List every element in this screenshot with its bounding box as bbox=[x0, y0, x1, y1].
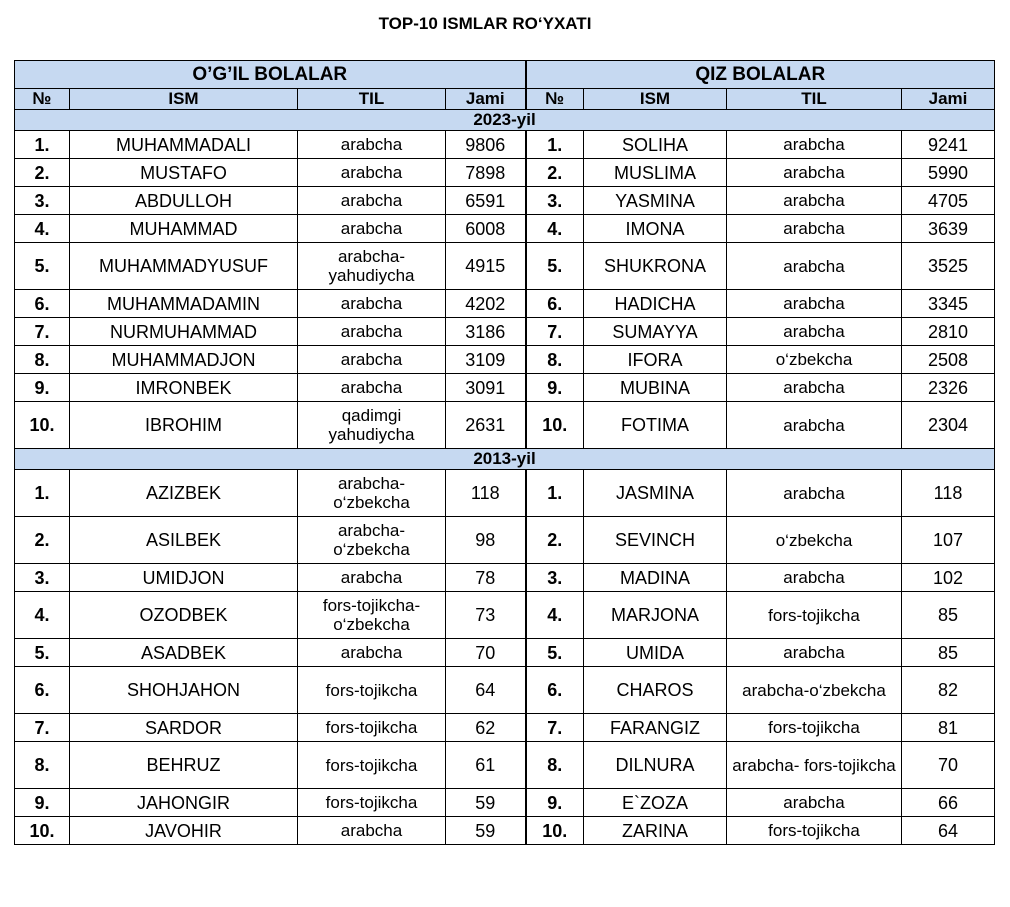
col-num-girls: № bbox=[526, 89, 584, 110]
girl-language-cell: arabcha bbox=[727, 789, 902, 817]
rank-cell: 3. bbox=[526, 564, 584, 592]
girl-total-cell: 85 bbox=[902, 592, 995, 639]
girl-language-cell: fors-tojikcha bbox=[727, 817, 902, 845]
girl-name-cell: SEVINCH bbox=[584, 517, 727, 564]
table-row bbox=[15, 517, 995, 564]
table-row bbox=[15, 470, 995, 517]
rank-cell: 10. bbox=[526, 817, 584, 845]
girl-language-cell: o‘zbekcha bbox=[727, 517, 902, 564]
col-lang-girls: TIL bbox=[727, 89, 902, 110]
boy-language-cell: arabcha bbox=[298, 131, 446, 159]
girl-language-cell: arabcha bbox=[727, 243, 902, 290]
table-row bbox=[15, 346, 995, 374]
boy-total-cell: 98 bbox=[446, 517, 526, 564]
girl-name-cell: SUMAYYA bbox=[584, 318, 727, 346]
girl-total-cell: 3345 bbox=[902, 290, 995, 318]
boy-total-cell: 4202 bbox=[446, 290, 526, 318]
rank-cell: 2. bbox=[15, 517, 70, 564]
boy-language-cell: fors-tojikcha-o‘zbekcha bbox=[298, 592, 446, 639]
girl-total-cell: 5990 bbox=[902, 159, 995, 187]
rank-cell: 3. bbox=[526, 187, 584, 215]
boy-language-cell: arabcha bbox=[298, 159, 446, 187]
boy-name-cell: SHOHJAHON bbox=[70, 667, 298, 714]
boy-name-cell: MUHAMMADYUSUF bbox=[70, 243, 298, 290]
boy-total-cell: 6591 bbox=[446, 187, 526, 215]
rank-cell: 8. bbox=[526, 742, 584, 789]
boy-language-cell: arabcha bbox=[298, 817, 446, 845]
table-row bbox=[15, 714, 995, 742]
rank-cell: 4. bbox=[526, 592, 584, 639]
girl-total-cell: 82 bbox=[902, 667, 995, 714]
rank-cell: 10. bbox=[526, 402, 584, 449]
rank-cell: 1. bbox=[15, 470, 70, 517]
girl-total-cell: 64 bbox=[902, 817, 995, 845]
girl-total-cell: 85 bbox=[902, 639, 995, 667]
table-row bbox=[15, 817, 995, 845]
rank-cell: 3. bbox=[15, 564, 70, 592]
boy-language-cell: arabcha bbox=[298, 215, 446, 243]
boy-total-cell: 59 bbox=[446, 789, 526, 817]
table-row bbox=[15, 131, 995, 159]
girl-name-cell: MADINA bbox=[584, 564, 727, 592]
boy-name-cell: ABDULLOH bbox=[70, 187, 298, 215]
boy-language-cell: arabcha bbox=[298, 290, 446, 318]
table-row bbox=[15, 374, 995, 402]
boy-total-cell: 59 bbox=[446, 817, 526, 845]
girl-name-cell: JASMINA bbox=[584, 470, 727, 517]
table-row bbox=[15, 667, 995, 714]
boy-name-cell: SARDOR bbox=[70, 714, 298, 742]
rank-cell: 9. bbox=[15, 789, 70, 817]
girl-name-cell: UMIDA bbox=[584, 639, 727, 667]
boy-name-cell: MUHAMMADAMIN bbox=[70, 290, 298, 318]
boy-name-cell: MUHAMMADALI bbox=[70, 131, 298, 159]
boy-language-cell: arabcha-yahudiycha bbox=[298, 243, 446, 290]
table-row bbox=[15, 159, 995, 187]
rank-cell: 10. bbox=[15, 817, 70, 845]
rank-cell: 5. bbox=[15, 639, 70, 667]
rank-cell: 8. bbox=[15, 742, 70, 789]
rank-cell: 4. bbox=[15, 215, 70, 243]
girl-total-cell: 66 bbox=[902, 789, 995, 817]
boy-total-cell: 62 bbox=[446, 714, 526, 742]
year-header: 2013-yil bbox=[15, 449, 995, 470]
rank-cell: 3. bbox=[15, 187, 70, 215]
girl-total-cell: 2508 bbox=[902, 346, 995, 374]
girl-total-cell: 3525 bbox=[902, 243, 995, 290]
table-row bbox=[15, 402, 995, 449]
boy-total-cell: 2631 bbox=[446, 402, 526, 449]
boy-name-cell: MUHAMMADJON bbox=[70, 346, 298, 374]
rank-cell: 2. bbox=[526, 517, 584, 564]
girl-total-cell: 4705 bbox=[902, 187, 995, 215]
rank-cell: 9. bbox=[526, 789, 584, 817]
girl-name-cell: MARJONA bbox=[584, 592, 727, 639]
boy-name-cell: JAHONGIR bbox=[70, 789, 298, 817]
table-row bbox=[15, 639, 995, 667]
boy-name-cell: MUSTAFO bbox=[70, 159, 298, 187]
col-name-boys: ISM bbox=[70, 89, 298, 110]
names-table bbox=[14, 60, 995, 845]
rank-cell: 10. bbox=[15, 402, 70, 449]
girl-name-cell: FOTIMA bbox=[584, 402, 727, 449]
year-header: 2023-yil bbox=[15, 110, 995, 131]
girl-name-cell: IFORA bbox=[584, 346, 727, 374]
boy-name-cell: AZIZBEK bbox=[70, 470, 298, 517]
table-row bbox=[15, 215, 995, 243]
boy-total-cell: 118 bbox=[446, 470, 526, 517]
boy-total-cell: 4915 bbox=[446, 243, 526, 290]
girl-total-cell: 81 bbox=[902, 714, 995, 742]
rank-cell: 7. bbox=[526, 714, 584, 742]
boy-language-cell: arabcha bbox=[298, 639, 446, 667]
boy-name-cell: IMRONBEK bbox=[70, 374, 298, 402]
girl-language-cell: arabcha bbox=[727, 639, 902, 667]
rank-cell: 2. bbox=[15, 159, 70, 187]
rank-cell: 7. bbox=[15, 318, 70, 346]
table-row bbox=[15, 243, 995, 290]
girl-total-cell: 70 bbox=[902, 742, 995, 789]
boy-total-cell: 3091 bbox=[446, 374, 526, 402]
rank-cell: 5. bbox=[15, 243, 70, 290]
boy-language-cell: arabcha-o‘zbekcha bbox=[298, 470, 446, 517]
table-row bbox=[15, 290, 995, 318]
rank-cell: 1. bbox=[526, 131, 584, 159]
boy-name-cell: BEHRUZ bbox=[70, 742, 298, 789]
girl-language-cell: arabcha bbox=[727, 402, 902, 449]
boy-language-cell: fors-tojikcha bbox=[298, 789, 446, 817]
girl-name-cell: SOLIHA bbox=[584, 131, 727, 159]
table-row bbox=[15, 564, 995, 592]
rank-cell: 2. bbox=[526, 159, 584, 187]
girl-total-cell: 2304 bbox=[902, 402, 995, 449]
girl-name-cell: HADICHA bbox=[584, 290, 727, 318]
boy-name-cell: ASADBEK bbox=[70, 639, 298, 667]
rank-cell: 6. bbox=[15, 290, 70, 318]
boy-total-cell: 78 bbox=[446, 564, 526, 592]
rank-cell: 6. bbox=[526, 667, 584, 714]
girl-total-cell: 2810 bbox=[902, 318, 995, 346]
girl-language-cell: arabcha bbox=[727, 159, 902, 187]
girl-language-cell: arabcha bbox=[727, 290, 902, 318]
rank-cell: 4. bbox=[526, 215, 584, 243]
girl-total-cell: 9241 bbox=[902, 131, 995, 159]
girl-name-cell: CHAROS bbox=[584, 667, 727, 714]
rank-cell: 9. bbox=[15, 374, 70, 402]
boy-total-cell: 3186 bbox=[446, 318, 526, 346]
boy-language-cell: fors-tojikcha bbox=[298, 714, 446, 742]
girl-language-cell: o‘zbekcha bbox=[727, 346, 902, 374]
rank-cell: 8. bbox=[526, 346, 584, 374]
boy-name-cell: MUHAMMAD bbox=[70, 215, 298, 243]
girl-language-cell: arabcha bbox=[727, 374, 902, 402]
col-name-girls: ISM bbox=[584, 89, 727, 110]
girl-language-cell: arabcha bbox=[727, 131, 902, 159]
girl-name-cell: IMONA bbox=[584, 215, 727, 243]
rank-cell: 6. bbox=[15, 667, 70, 714]
girl-name-cell: MUBINA bbox=[584, 374, 727, 402]
boy-language-cell: fors-tojikcha bbox=[298, 667, 446, 714]
boy-name-cell: JAVOHIR bbox=[70, 817, 298, 845]
boy-total-cell: 70 bbox=[446, 639, 526, 667]
boy-total-cell: 73 bbox=[446, 592, 526, 639]
girls-header: QIZ BOLALAR bbox=[526, 61, 995, 89]
boy-language-cell: fors-tojikcha bbox=[298, 742, 446, 789]
table-row bbox=[15, 187, 995, 215]
boy-name-cell: ASILBEK bbox=[70, 517, 298, 564]
table-row bbox=[15, 742, 995, 789]
girl-language-cell: arabcha bbox=[727, 318, 902, 346]
girl-name-cell: ZARINA bbox=[584, 817, 727, 845]
col-total-girls: Jami bbox=[902, 89, 995, 110]
boy-total-cell: 9806 bbox=[446, 131, 526, 159]
rank-cell: 6. bbox=[526, 290, 584, 318]
boy-name-cell: OZODBEK bbox=[70, 592, 298, 639]
girl-language-cell: arabcha- fors-tojikcha bbox=[727, 742, 902, 789]
girl-name-cell: E`ZOZA bbox=[584, 789, 727, 817]
table-row bbox=[15, 318, 995, 346]
girl-total-cell: 3639 bbox=[902, 215, 995, 243]
girl-language-cell: fors-tojikcha bbox=[727, 714, 902, 742]
boy-name-cell: NURMUHAMMAD bbox=[70, 318, 298, 346]
girl-total-cell: 118 bbox=[902, 470, 995, 517]
boy-language-cell: arabcha-o‘zbekcha bbox=[298, 517, 446, 564]
rank-cell: 1. bbox=[526, 470, 584, 517]
boy-language-cell: arabcha bbox=[298, 318, 446, 346]
girl-language-cell: arabcha bbox=[727, 470, 902, 517]
boy-total-cell: 6008 bbox=[446, 215, 526, 243]
girl-name-cell: FARANGIZ bbox=[584, 714, 727, 742]
page-title: TOP-10 ISMLAR RO‘YXATI bbox=[378, 14, 592, 33]
boy-language-cell: arabcha bbox=[298, 374, 446, 402]
boy-language-cell: arabcha bbox=[298, 346, 446, 374]
rank-cell: 5. bbox=[526, 639, 584, 667]
girl-name-cell: YASMINA bbox=[584, 187, 727, 215]
girl-name-cell: MUSLIMA bbox=[584, 159, 727, 187]
boy-total-cell: 7898 bbox=[446, 159, 526, 187]
boy-language-cell: qadimgi yahudiycha bbox=[298, 402, 446, 449]
boy-total-cell: 61 bbox=[446, 742, 526, 789]
boy-language-cell: arabcha bbox=[298, 187, 446, 215]
col-total-boys: Jami bbox=[446, 89, 526, 110]
rank-cell: 9. bbox=[526, 374, 584, 402]
girl-language-cell: arabcha bbox=[727, 564, 902, 592]
rank-cell: 8. bbox=[15, 346, 70, 374]
boy-language-cell: arabcha bbox=[298, 564, 446, 592]
girl-total-cell: 2326 bbox=[902, 374, 995, 402]
rank-cell: 7. bbox=[526, 318, 584, 346]
girl-language-cell: arabcha-o‘zbekcha bbox=[727, 667, 902, 714]
girl-name-cell: SHUKRONA bbox=[584, 243, 727, 290]
boys-header: O’G’IL BOLALAR bbox=[15, 61, 526, 89]
boy-total-cell: 64 bbox=[446, 667, 526, 714]
boy-total-cell: 3109 bbox=[446, 346, 526, 374]
rank-cell: 4. bbox=[15, 592, 70, 639]
girl-total-cell: 102 bbox=[902, 564, 995, 592]
col-lang-boys: TIL bbox=[298, 89, 446, 110]
girl-language-cell: arabcha bbox=[727, 215, 902, 243]
girl-language-cell: arabcha bbox=[727, 187, 902, 215]
boy-name-cell: IBROHIM bbox=[70, 402, 298, 449]
boy-name-cell: UMIDJON bbox=[70, 564, 298, 592]
rank-cell: 7. bbox=[15, 714, 70, 742]
col-num-boys: № bbox=[15, 89, 70, 110]
table-row bbox=[15, 789, 995, 817]
table-row bbox=[15, 592, 995, 639]
girl-language-cell: fors-tojikcha bbox=[727, 592, 902, 639]
rank-cell: 5. bbox=[526, 243, 584, 290]
girl-total-cell: 107 bbox=[902, 517, 995, 564]
girl-name-cell: DILNURA bbox=[584, 742, 727, 789]
rank-cell: 1. bbox=[15, 131, 70, 159]
